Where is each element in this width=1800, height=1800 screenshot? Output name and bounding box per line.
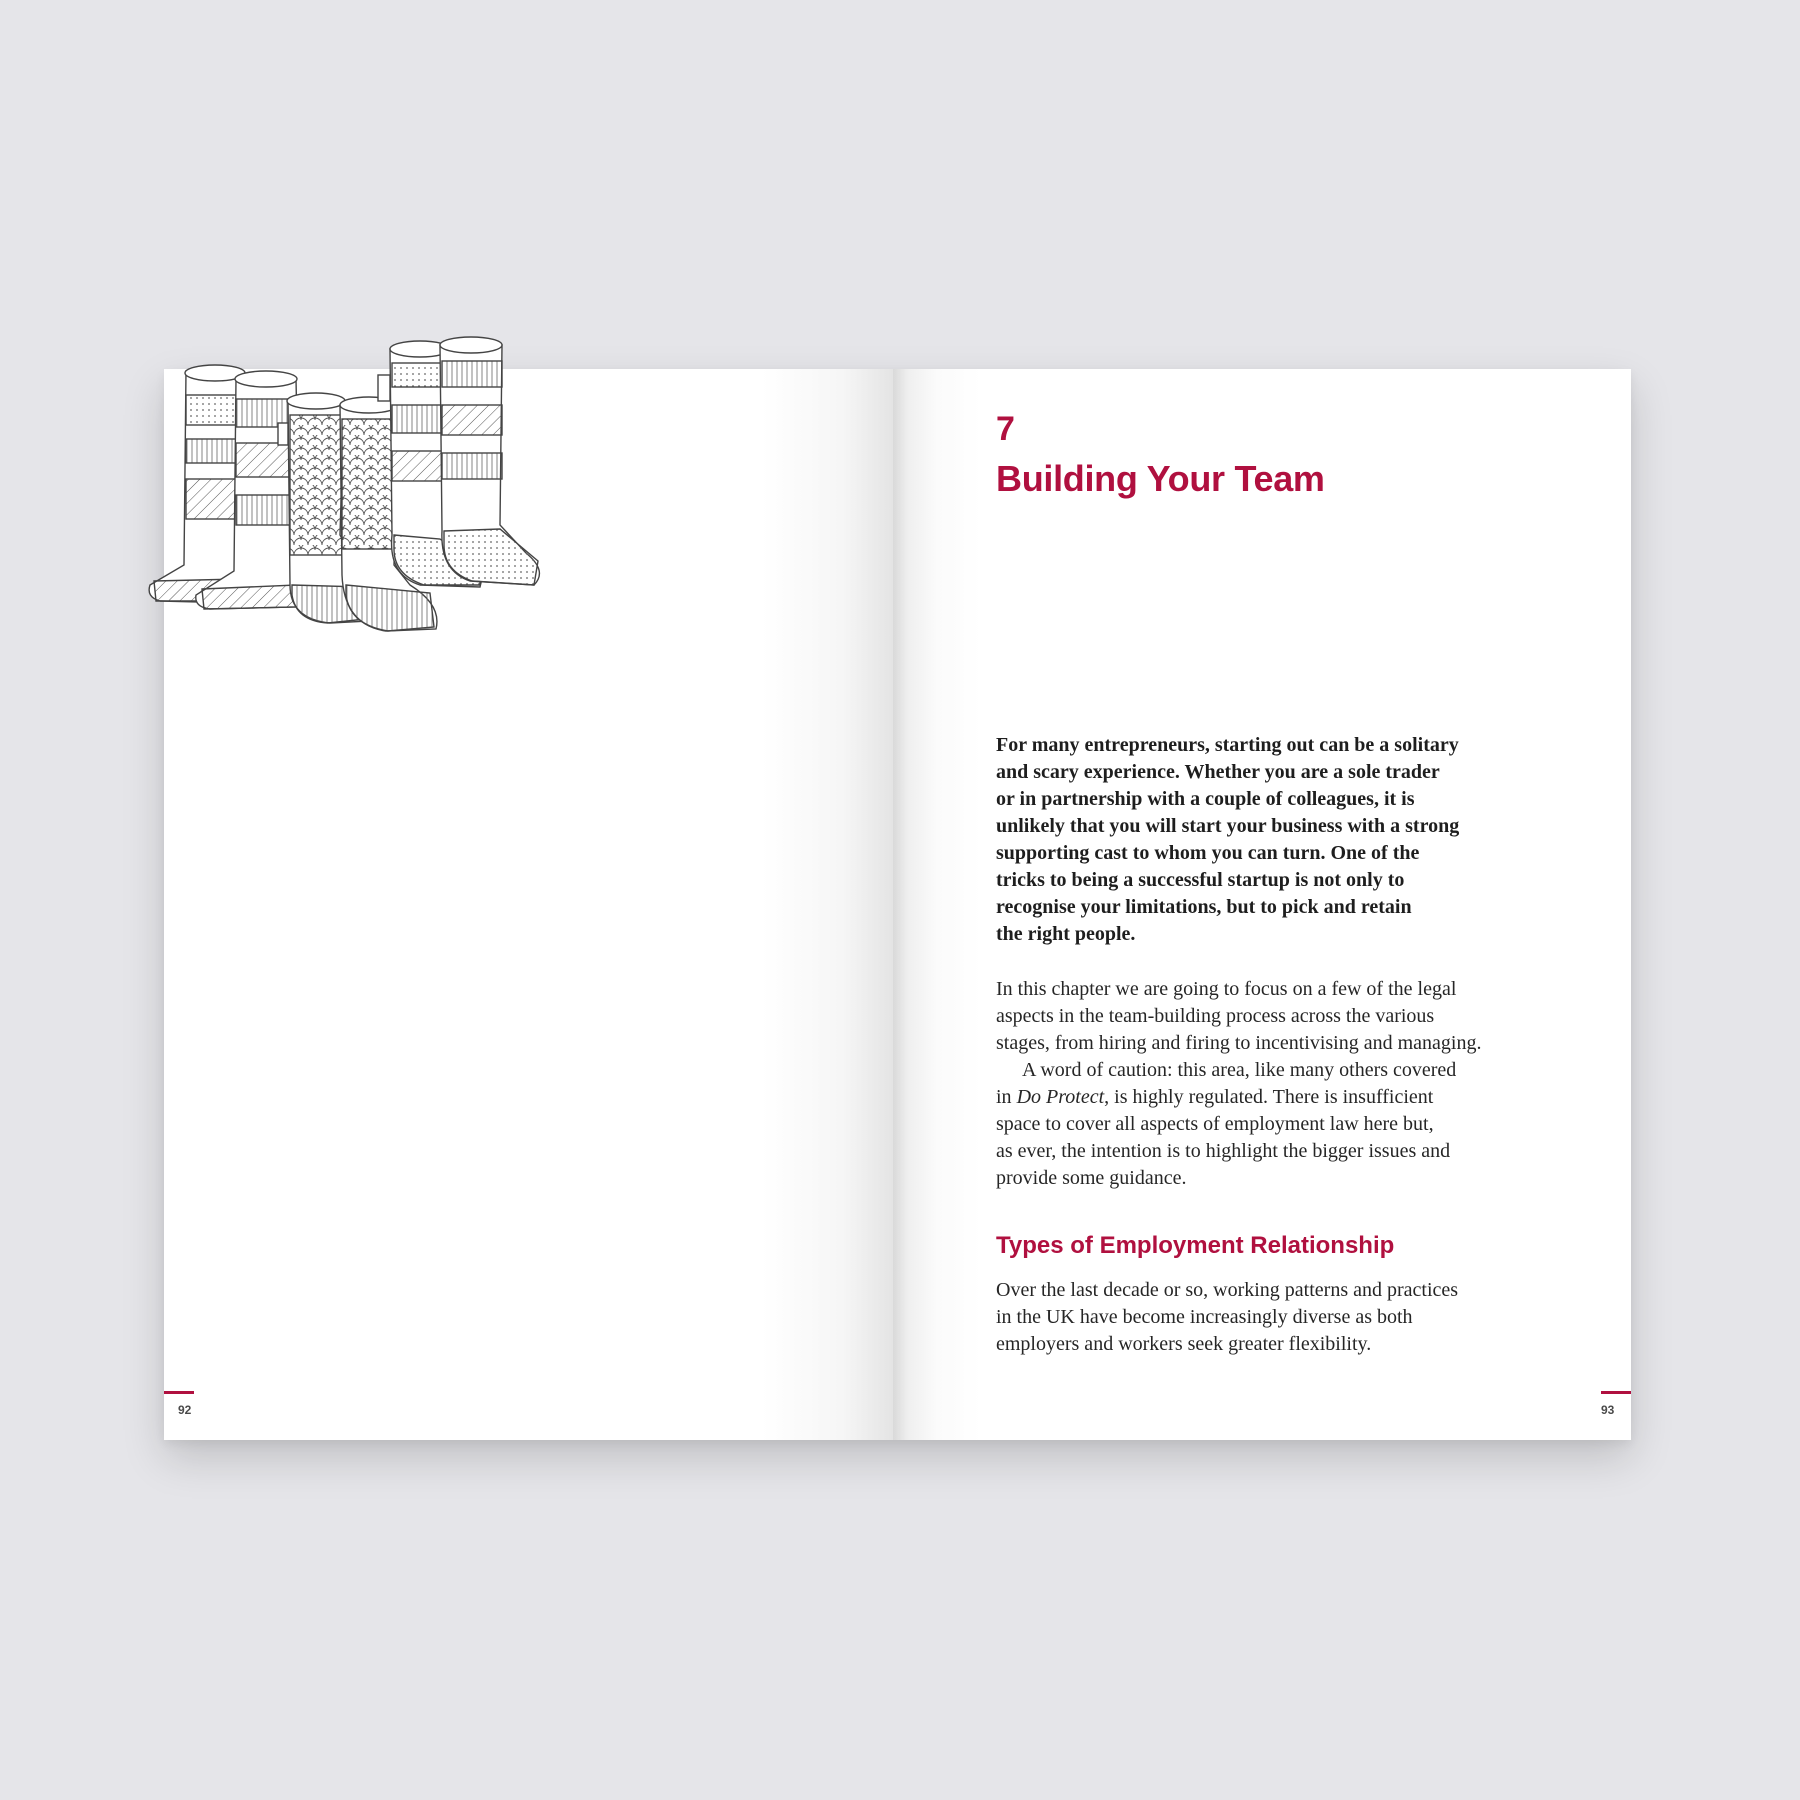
chapter-number: 7 — [996, 410, 1015, 448]
boot-pair-left — [149, 365, 300, 609]
chapter-title: Building Your Team — [996, 458, 1325, 499]
body-line: provide some guidance. — [996, 1167, 1187, 1189]
body-line-text: A word of caution: this area, like many others covered — [1022, 1059, 1457, 1081]
left-folio-rule — [164, 1391, 194, 1394]
body-line-suffix: , is highly regulated. There is insufficient — [1104, 1086, 1434, 1108]
right-folio-rule — [1601, 1391, 1631, 1394]
book-title-italic: Do Protect — [1016, 1086, 1105, 1108]
body-line: In this chapter we are going to focus on a few of the legal — [996, 978, 1457, 1000]
intro-line: unlikely that you will start your business with a strong — [996, 815, 1460, 837]
body-line: employers and workers seek greater flexibility. — [996, 1333, 1372, 1355]
right-page-number: 93 — [1601, 1403, 1615, 1417]
intro-line: supporting cast to whom you can turn. One of the — [996, 842, 1420, 864]
boot-pair-right — [378, 337, 539, 587]
body-line — [996, 1084, 1556, 1111]
body-line-prefix: in — [996, 1086, 1017, 1108]
body-paragraph-4 — [996, 1277, 1556, 1358]
body-paragraph-3 — [996, 1057, 1556, 1192]
intro-line: and scary experience. Whether you are a sole trader — [996, 761, 1440, 783]
intro-line: or in partnership with a couple of colleagues, it is — [996, 788, 1415, 810]
section-heading: Types of Employment Relationship — [996, 1232, 1395, 1259]
intro-paragraph — [996, 732, 1556, 948]
body-line: stages, from hiring and firing to incentivising and managing. — [996, 1032, 1482, 1054]
intro-line: recognise your limitations, but to pick and retain — [996, 896, 1412, 918]
body-line: as ever, the intention is to highlight the bigger issues and — [996, 1140, 1451, 1162]
left-page-number: 92 — [178, 1403, 192, 1417]
body-line: in the UK have become increasingly diverse as both — [996, 1306, 1413, 1328]
body-paragraph-2 — [996, 976, 1556, 1057]
intro-line: tricks to being a successful startup is not only to — [996, 869, 1405, 891]
intro-line: For many entrepreneurs, starting out can be a solitary — [996, 734, 1459, 756]
body-line — [996, 1057, 1556, 1084]
rubber-boots-illustration — [140, 335, 560, 665]
body-line: Over the last decade or so, working patterns and practices — [996, 1279, 1459, 1301]
body-line: aspects in the team-building process across the various — [996, 1005, 1435, 1027]
intro-line: the right people. — [996, 923, 1136, 945]
body-line: space to cover all aspects of employment law here but, — [996, 1113, 1434, 1135]
